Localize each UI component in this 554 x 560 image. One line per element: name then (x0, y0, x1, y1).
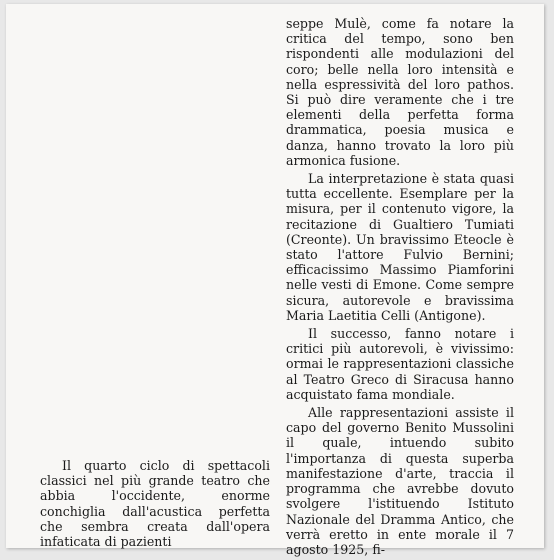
right-text-column (286, 16, 514, 560)
paragraph: Alle rappresentazioni assiste il capo del governo Benito Mussolini il quale, intuendo subito l'importanza di questa superba manifestazione d'arte, traccia il programma che avrebbe dovuto svolgere l'istituendo Istituto Nazionale del Dramma Antico, che verrà eretto in ente morale il 7 agosto 1925, fi- (286, 405, 514, 557)
left-text-column (40, 458, 270, 552)
paragraph: Il successo, fanno notare i critici più autorevoli, è vivissimo: ormai le rappresentazioni classiche al Teatro Greco di Siracusa hanno acquistato fama mondiale. (286, 326, 514, 402)
book-page (6, 4, 544, 557)
paragraph: La interpretazione è stata quasi tutta eccellente. Esemplare per la misura, per il contenuto vigore, la recitazione di Gualtiero Tumiati (Creonte). Un bravissimo Eteocle è stato l'attore Fulvio Bernini; efficacissimo Massimo Piamforini nelle vesti di Emone. Come sempre sicura, autorevole e bravissima Maria Laetitia Celli (Antigone). (286, 171, 514, 323)
paragraph: Il quarto ciclo di spettacoli classici nel più grande teatro che abbia l'occidente, enorme conchiglia dall'acustica perfetta che sembra creata dall'opera infaticata di pazienti (40, 458, 270, 550)
paragraph: seppe Mulè, come fa notare la critica del tempo, sono ben rispondenti alle modulazioni del coro; belle nella loro intensità e nella espressività del loro pathos. Si può dire veramente che i tre elementi della perfetta forma drammatica, poesia musica e danza, hanno trovato la loro più armonica fusione. (286, 16, 514, 168)
